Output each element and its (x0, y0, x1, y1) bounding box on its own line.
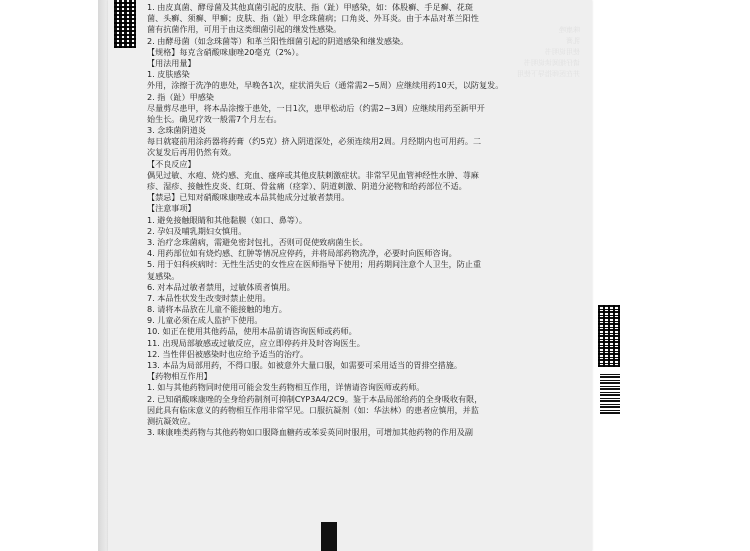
text-line: 9. 儿童必须在成人监护下使用。 (147, 315, 263, 326)
text-line: 1. 如与其他药物同时使用可能会发生药物相互作用，详情请咨询医师或药师。 (147, 382, 425, 393)
text-line: 尽量剪尽患甲，将本品涂擦于患处，一日1次，患甲松动后（约需2~3周）应继续用药至新甲开 (147, 102, 485, 113)
text-line: 偶见过敏、水疱、烧灼感、充血、瘙痒或其他皮肤刺激症状。非常罕见血管神经性水肿、荨麻 (147, 169, 479, 180)
registration-mark (321, 522, 337, 551)
barcode-right (600, 372, 620, 414)
text-line: 13. 本品为局部用药，不得口服。如被意外大量口服，如需要可采用适当的胃排空措施。 (147, 360, 462, 370)
sheet-edge (98, 0, 108, 551)
text-line: 【药物相互作用】 (147, 371, 212, 382)
qr-code-right (598, 305, 620, 367)
text-line: 12. 当性伴侣被感染时也应给予适当的治疗。 (147, 348, 309, 359)
text-line: 7. 本品性状发生改变时禁止使用。 (147, 292, 271, 303)
text-line: 6. 对本品过敏者禁用，过敏体质者慎用。 (147, 281, 295, 292)
text-line: 菌、头癣、须癣、甲癣；皮肤、指（趾）甲念珠菌病；口角炎、外耳炎。由于本品对革兰阳性 (147, 13, 479, 24)
text-line: 2. 孕妇及哺乳期妇女慎用。 (147, 225, 247, 236)
text-line: 测抗凝效应。 (147, 415, 196, 426)
text-line: 菌有抗菌作用，可用于由这类细菌引起的继发性感染。 (147, 24, 342, 35)
text-line: 3. 咪康唑类药物与其他药物如口服降血糖药或苯妥英同时服用，可增加其他药物的作用及副 (147, 427, 473, 438)
text-line: 【禁忌】已知对硝酸咪康唑或本品其他成分过敏者禁用。 (147, 192, 350, 203)
text-line: 【规格】每克含硝酸咪康唑20毫克（2%）。 (147, 46, 304, 57)
text-line: 【用法用量】 (147, 57, 196, 68)
text-line: 3. 念珠菌阴道炎 (147, 125, 206, 136)
text-line: 【注意事项】 (147, 203, 196, 214)
text-line: 2. 指（趾）甲感染 (147, 91, 214, 102)
text-line: 每日就寝前用涂药器将药膏（约5克）挤入阴道深处，必须连续用2周。月经期内也可用药。二 (147, 136, 482, 147)
leaflet-text (147, 2, 587, 438)
text-line: 5. 用于妇科疾病时：无性生活史的女性应在医师指导下使用；用药期间注意个人卫生，防止重 (147, 259, 482, 270)
text-line: 4. 用药部位如有烧灼感、红肿等情况应停药，并将局部药物洗净，必要时向医师咨询。 (147, 248, 457, 259)
text-line: 2. 已知硝酸咪康唑的全身给药制剂可抑制CYP3A4/2C9。鉴于本品局部给药的全身吸收有限， (147, 393, 483, 404)
text-line: 1. 避免接触眼睛和其他黏膜（如口、鼻等）。 (147, 214, 308, 225)
qr-code-top (114, 0, 136, 48)
text-line: 2. 由酵母菌（如念珠菌等）和革兰阳性细菌引起的阴道感染和继发感染。 (147, 35, 409, 46)
text-line: 10. 如正在使用其他药品，使用本品前请咨询医师或药师。 (147, 326, 357, 337)
text-line: 1. 皮肤感染 (147, 69, 190, 80)
text-line: 复感染。 (147, 270, 180, 281)
text-line: 疹、湿疹、接触性皮炎、红斑、骨盆痛（痉挛）、阴道刺激、阴道分泌物和给药部位不适。 (147, 181, 467, 191)
text-line: 次复发后再用仍然有效。 (147, 147, 237, 158)
text-line: 3. 治疗念珠菌病，需避免密封包扎，否则可促使致病菌生长。 (147, 236, 368, 247)
text-line: 1. 由皮真菌、酵母菌及其他真菌引起的皮肤、指（趾）甲感染，如：体股癣、手足癣、花斑 (147, 2, 473, 12)
text-line: 11. 出现局部敏感或过敏反应，应立即停药并及时咨询医生。 (147, 337, 365, 348)
text-line: 始生长。确见疗效一般需7个月左右。 (147, 113, 282, 124)
text-line: 外用，涂擦于洗净的患处，早晚各1次，症状消失后（通常需2~5周）应继续用药10天，以防复发。 (147, 80, 504, 91)
text-line: 【不良反应】 (147, 158, 196, 169)
text-line: 8. 请将本品放在儿童不能接触的地方。 (147, 304, 287, 315)
text-line: 因此具有临床意义的药物相互作用非常罕见。口服抗凝剂（如：华法林）的患者应慎用，并监 (147, 404, 479, 415)
